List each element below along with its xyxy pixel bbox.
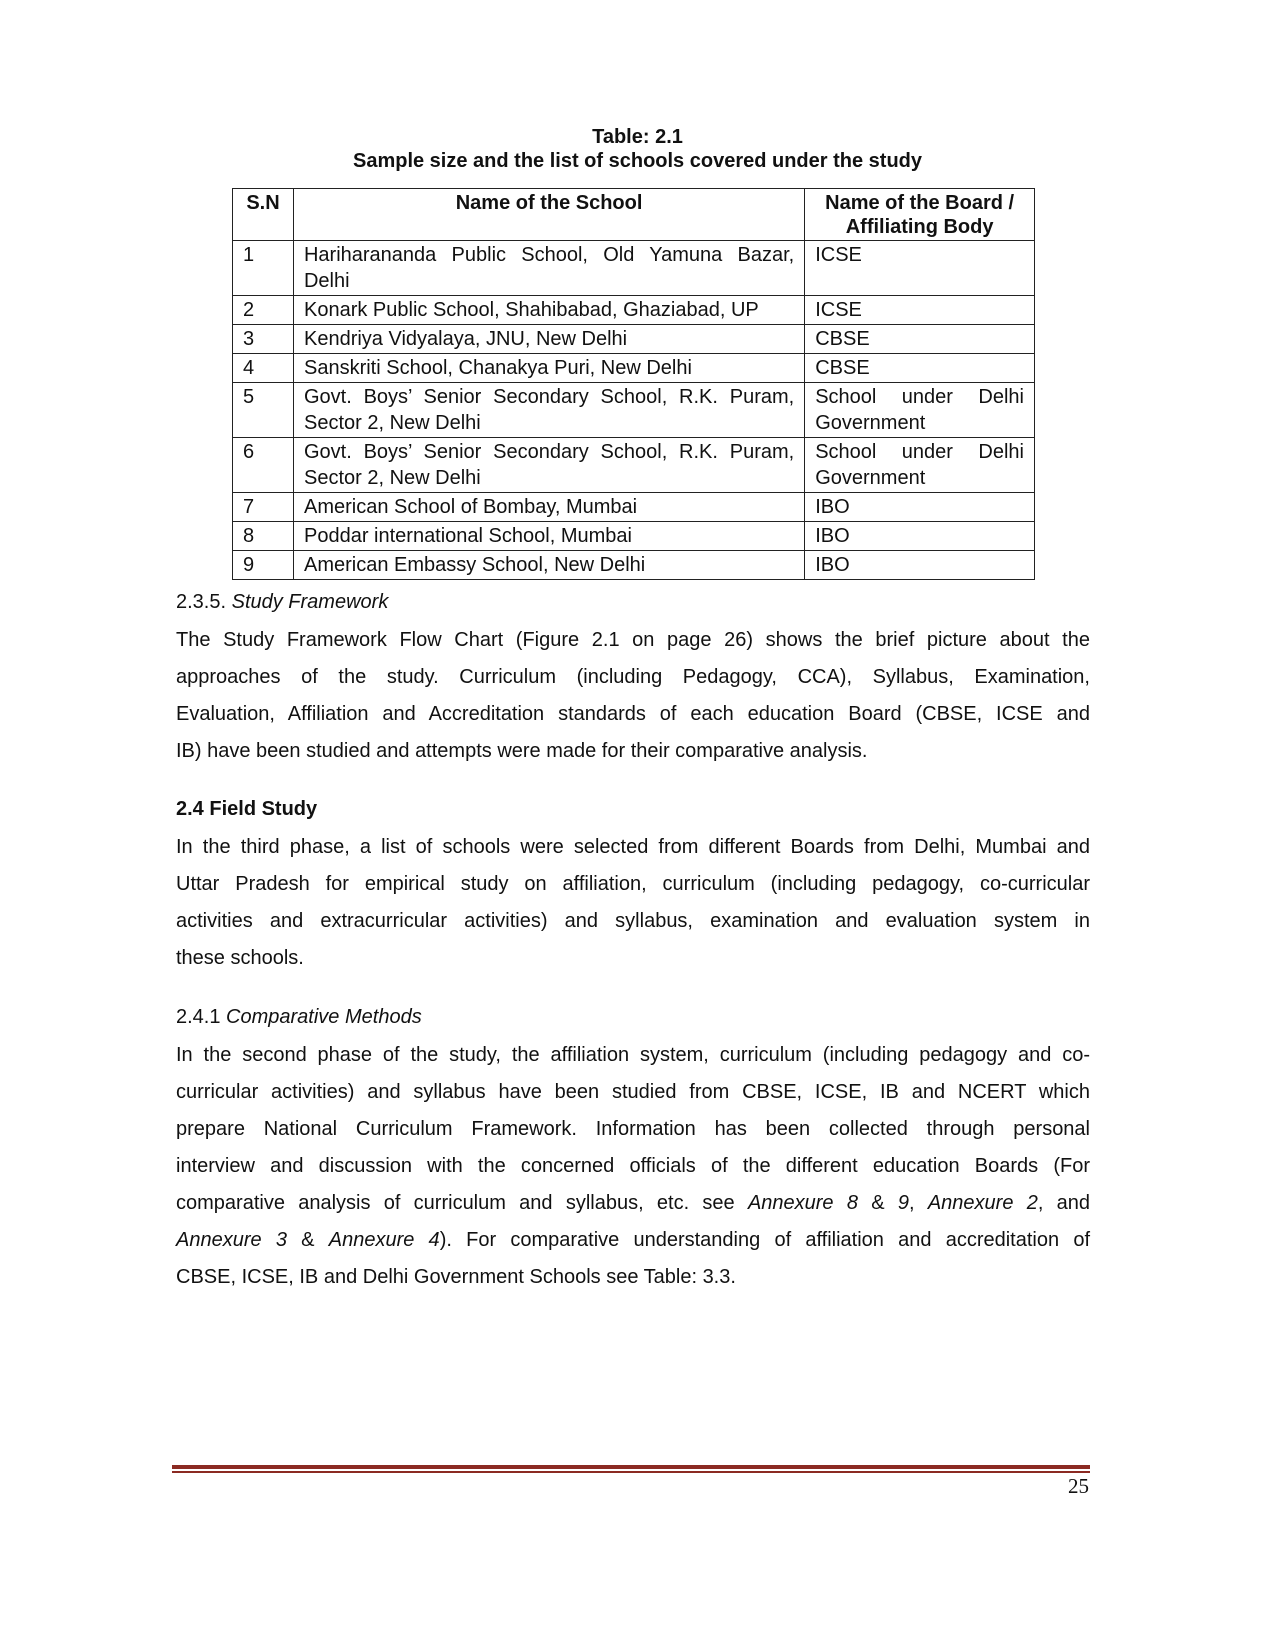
annexure-ref: Annexure 4 [328,1229,440,1251]
row-sn: 9 [233,551,294,580]
row-board: School under Delhi Government [805,438,1035,493]
section-title: Study Framework [231,591,389,613]
paragraph-line: interview and discussion with the concerned officials of the different education Boards (For [176,1155,1090,1177]
row-school: American Embassy School, New Delhi [293,551,804,580]
row-sn: 5 [233,383,294,438]
paragraph-line: prepare National Curriculum Framework. Information has been collected through personal [176,1118,1090,1140]
paragraph-line: curricular activities) and syllabus have been studied from CBSE, ICSE, IB and NCERT which [176,1081,1090,1103]
row-board: CBSE [805,325,1035,354]
table-caption-title: Table: 2.1 [592,126,683,148]
paragraph-line: Evaluation, Affiliation and Accreditation standards of each education Board (CBSE, ICSE and [176,703,1090,725]
paragraph-line [176,1185,1090,1222]
row-school: Govt. Boys’ Senior Secondary School, R.K. Puram, Sector 2, New Delhi [293,438,804,493]
row-board: IBO [805,522,1035,551]
schools-table [232,188,1035,580]
section-title: Comparative Methods [226,1006,422,1028]
row-sn: 7 [233,493,294,522]
header-school-name: Name of the School [293,189,804,241]
header-board: Name of the Board / Affiliating Body [805,189,1035,241]
annexure-ref: 9 [897,1192,909,1214]
table-row [233,438,1035,493]
row-sn: 3 [233,325,294,354]
page-number: 25 [1068,1474,1089,1498]
section-heading-study-framework [176,587,1090,617]
row-sn: 6 [233,438,294,493]
row-board: IBO [805,551,1035,580]
table-caption-subtitle: Sample size and the list of schools covered under the study [352,150,923,172]
ampersand: & [301,1229,315,1251]
annexure-ref: Annexure 2 [927,1192,1038,1214]
table-row [233,522,1035,551]
table-row [233,551,1035,580]
table-row [233,493,1035,522]
row-sn: 1 [233,241,294,296]
row-board: CBSE [805,354,1035,383]
paragraph-line: In the second phase of the study, the affiliation system, curriculum (including pedagogy and co- [176,1044,1090,1066]
paragraph-line: approaches of the study. Curriculum (including Pedagogy, CCA), Syllabus, Examination, [176,666,1090,688]
section-heading-field-study: 2.4 Field Study [176,798,318,820]
row-sn: 2 [233,296,294,325]
header-sn: S.N [233,189,294,241]
paragraph-line: these schools. [176,947,304,969]
section-number: 2.3.5. [176,591,227,613]
annexure-ref: Annexure 8 [747,1192,858,1214]
row-school: Poddar international School, Mumbai [293,522,804,551]
section-heading-comparative-methods [176,1002,1090,1032]
table-row [233,241,1035,296]
paragraph-line: Uttar Pradesh for empirical study on affiliation, curriculum (including pedagogy, co-curricular [176,873,1090,895]
row-board: IBO [805,493,1035,522]
footer-rule [172,1465,1090,1473]
table-row [233,383,1035,438]
row-sn: 4 [233,354,294,383]
table-row [233,325,1035,354]
paragraph-line: activities and extracurricular activities) and syllabus, examination and evaluation system in [176,910,1090,932]
paragraph-study-framework [176,622,1090,770]
paragraph-line [176,1222,1090,1259]
row-board: ICSE [805,241,1035,296]
row-school: American School of Bombay, Mumbai [293,493,804,522]
section-number: 2.4.1 [176,1006,221,1028]
paragraph-comparative-methods [176,1037,1090,1296]
line-text: comparative analysis of curriculum and syllabus, etc. see [176,1192,735,1214]
table-row [233,296,1035,325]
row-school: Kendriya Vidyalaya, JNU, New Delhi [293,325,804,354]
paragraph-line: IB) have been studied and attempts were made for their comparative analysis. [176,740,868,762]
row-school: Hariharananda Public School, Old Yamuna Bazar, Delhi [293,241,804,296]
paragraph-field-study [176,829,1090,977]
table-row [233,354,1035,383]
ampersand: & [871,1192,885,1214]
row-sn: 8 [233,522,294,551]
row-school: Konark Public School, Shahibabad, Ghaziabad, UP [293,296,804,325]
paragraph-line: In the third phase, a list of schools were selected from different Boards from Delhi, Mumbai and [176,836,1090,858]
paragraph-line: CBSE, ICSE, IB and Delhi Government Schools see Table: 3.3. [176,1266,736,1288]
line-text: , and [1037,1192,1091,1214]
row-school: Govt. Boys’ Senior Secondary School, R.K. Puram, Sector 2, New Delhi [293,383,804,438]
row-board: School under Delhi Government [805,383,1035,438]
line-text: ). For comparative understanding of affiliation and accreditation of [439,1229,1091,1251]
table-header-row [233,189,1035,241]
row-board: ICSE [805,296,1035,325]
row-school: Sanskriti School, Chanakya Puri, New Delhi [293,354,804,383]
comma: , [908,1192,915,1214]
footer-rule-thin [172,1471,1090,1473]
annexure-ref: Annexure 3 [176,1229,287,1251]
paragraph-line: The Study Framework Flow Chart (Figure 2.1 on page 26) shows the brief picture about the [176,629,1090,651]
